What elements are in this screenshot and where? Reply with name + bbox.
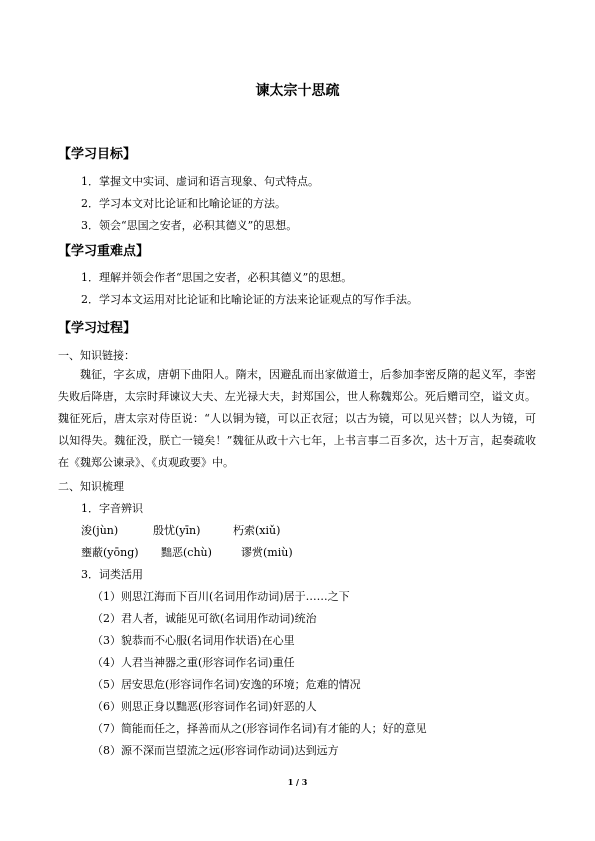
word-usage-item-6: （6）则思正身以黜恶(形容词作名词)奸恶的人: [92, 700, 317, 713]
pron-item: 谬赏(miù): [241, 546, 293, 559]
word-usage-title: 3．词类活用: [81, 568, 143, 581]
pronunciation-title: 1．字音辨识: [81, 502, 143, 515]
page-number: 1 / 3: [287, 777, 308, 787]
word-usage-item-4: （4）人君当神器之重(形容词作名词)重任: [92, 656, 295, 669]
word-usage-item-8: （8）源不深而岂望流之远(形容词作动词)达到远方: [92, 744, 339, 757]
section1-paragraph: [58, 364, 536, 474]
process-heading: 【学习过程】: [58, 321, 137, 336]
pronunciation-row-2: [81, 544, 293, 560]
pron-item: 朽索(xiǔ): [233, 524, 281, 537]
keypoint-item-2: 2．学习本文运用对比论证和比喻论证的方法来论证观点的写作手法。: [81, 293, 418, 306]
word-usage-item-7: （7）简能而任之，择善而从之(形容词作名词)有才能的人；好的意见: [92, 722, 427, 735]
pron-item: 殷忧(yīn): [153, 524, 201, 537]
word-usage-item-1: （1）则思江海而下百川(名词用作动词)居于……之下: [92, 590, 350, 603]
pron-item: 黜恶(chù): [161, 546, 212, 559]
section1-text: 魏征，字玄成，唐朝下曲阳人。隋末，因避乱而出家做道士，后参加李密反隋的起义军，李密失败后降唐，太宗时拜谏议大夫、左光禄大夫，封郑国公，世人称魏郑公。死后赠司空，谥文贞。魏征死后，唐太宗对侍臣说：“人以铜为镜，可以正衣冠；以古为镜，可以见兴替；以人为镜，可以知得失。魏征没，朕亡一镜矣！”魏征从政十六七年，上书言事二百多次，达十万言，起奏疏收在《魏郑公谏录》、《贞观政要》中。: [58, 368, 536, 469]
word-usage-item-2: （2）君人者，诚能见可欲(名词用作动词)统治: [92, 612, 317, 625]
pronunciation-row-1: [81, 522, 280, 538]
document-title: 谏太宗十思疏: [255, 83, 340, 99]
goal-item-2: 2．学习本文对比论证和比喻论证的方法。: [81, 197, 286, 210]
goals-heading: 【学习目标】: [58, 147, 137, 162]
keypoint-item-1: 1．理解并领会作者“思国之安者，必积其德义”的思想。: [81, 271, 353, 284]
goal-item-1: 1．掌握文中实词、虚词和语言现象、句式特点。: [81, 175, 319, 188]
pron-item: 浚(jùn): [81, 524, 119, 537]
pron-item: 壅蔽(yōng): [81, 546, 139, 559]
goal-item-3: 3．领会“思国之安者，必积其德义”的思想。: [81, 219, 298, 232]
word-usage-item-3: （3）貌恭而不心服(名词用作状语)在心里: [92, 634, 295, 647]
section2-title: 二、知识梳理: [58, 480, 124, 493]
section1-title: 一、知识链接：: [58, 349, 135, 362]
word-usage-item-5: （5）居安思危(形容词作名词)安逸的环境；危难的情况: [92, 678, 361, 691]
keypoints-heading: 【学习重难点】: [58, 244, 150, 259]
